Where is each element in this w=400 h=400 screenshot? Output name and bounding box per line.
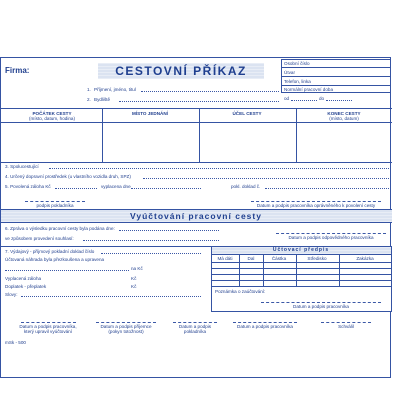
- field-3-label: 3. Spolucestující: [5, 164, 39, 169]
- settlement-label: Doplatek - přeplatek: [5, 284, 47, 289]
- responsible-signature-caption: Datum a podpis odpovědného pracovníka: [288, 235, 374, 240]
- field-1-label: Příjmení, jméno, titul: [94, 87, 136, 92]
- form-code: mSk - 500: [5, 340, 26, 345]
- col-start-title: POČÁTEK CESTY: [32, 111, 72, 116]
- do-label: do: [319, 96, 325, 101]
- field-5-label: 5. Povolená záloha Kč: [5, 184, 51, 189]
- acct-col-debit: Má dáti: [217, 256, 233, 261]
- footer-sig-2a: Datum a podpis příjemce: [100, 324, 152, 329]
- acct-col-center: Středisko: [307, 256, 327, 261]
- col-start-sub: (místo, datum, hodina): [29, 116, 75, 121]
- accounting-signature-caption: Datum a podpis pracovníka: [293, 304, 349, 309]
- footer-sig-3b: pokladníka: [183, 329, 207, 334]
- normal-time-label: Normální pracovní doba: [284, 87, 334, 92]
- col-place-title: MÍSTO JEDNÁNÍ: [132, 111, 168, 116]
- field-1-number: 1.: [87, 87, 91, 92]
- field-2-label: Bydliště: [94, 97, 111, 102]
- authorizer-signature-caption: Datum a podpis pracovníka oprávněného k povolení cesty: [256, 203, 376, 208]
- settlement-title: Vyúčtování pracovní cesty: [130, 211, 262, 221]
- col-end-title: KONEC CESTY: [327, 111, 361, 116]
- field-7-label: 7. Výdajový - příjmový pokladní doklad číslo: [5, 249, 95, 254]
- advance-label: Vyplacená záloha: [5, 276, 42, 281]
- footer-sig-2b: (pokyn totožnost): [108, 329, 144, 334]
- na-kc-label: na Kč: [131, 266, 143, 271]
- cash-doc-label: pokl. doklad č.: [231, 184, 261, 189]
- od-label: od: [284, 96, 290, 101]
- form-title: CESTOVNÍ PŘÍKAZ: [98, 63, 264, 79]
- field-7b-label: Účtovaná náhrada byla přezkoušena a upravena: [5, 257, 105, 262]
- telefon-label: Telefon, linka: [284, 79, 311, 84]
- cashier-signature-caption: podpis pokladníka: [36, 203, 74, 208]
- osobni-cislo-label: Osobní číslo: [284, 61, 310, 66]
- advance-kc: Kč: [131, 276, 137, 281]
- acct-col-credit: Dal: [247, 256, 255, 261]
- field-6-label: 6. Zpráva o výsledku pracovní cesty byla podána dne:: [5, 226, 115, 231]
- accounting-note-label: Poznámka o zaúčtování:: [215, 289, 266, 294]
- field-6b-label: ve způsobem provedení souhlasí:: [5, 236, 74, 241]
- footer-sig-5a: Schválil: [338, 324, 354, 329]
- field-2-number: 2.: [87, 97, 91, 102]
- acct-col-amount: Částka: [271, 256, 287, 261]
- col-end-sub: (místo, datum): [329, 116, 359, 121]
- settlement-kc: Kč: [131, 284, 137, 289]
- footer-sig-3a: Datum a podpis: [178, 324, 212, 329]
- utvar-label: Útvar: [284, 70, 295, 75]
- paid-out-label: vyplacena dne: [101, 184, 131, 189]
- field-4-label: 4. Určený dopravní prostředek (u vlastního vozidla druh, SPZ): [5, 174, 131, 179]
- form-sheet: [0, 57, 391, 378]
- footer-sig-1b: který upravil vyúčtování: [24, 329, 72, 334]
- accounting-title: Účtovací předpis: [272, 247, 330, 253]
- in-words-label: Slovy:: [5, 292, 18, 297]
- acct-col-order: Zakázka: [356, 256, 374, 261]
- col-purpose-title: ÚČEL CESTY: [232, 111, 262, 116]
- footer-sig-1a: Datum a podpis pracovníka,: [19, 324, 77, 329]
- footer-sig-4a: Datum a podpis pracovníka: [237, 324, 293, 329]
- firma-label: Firma:: [5, 66, 30, 75]
